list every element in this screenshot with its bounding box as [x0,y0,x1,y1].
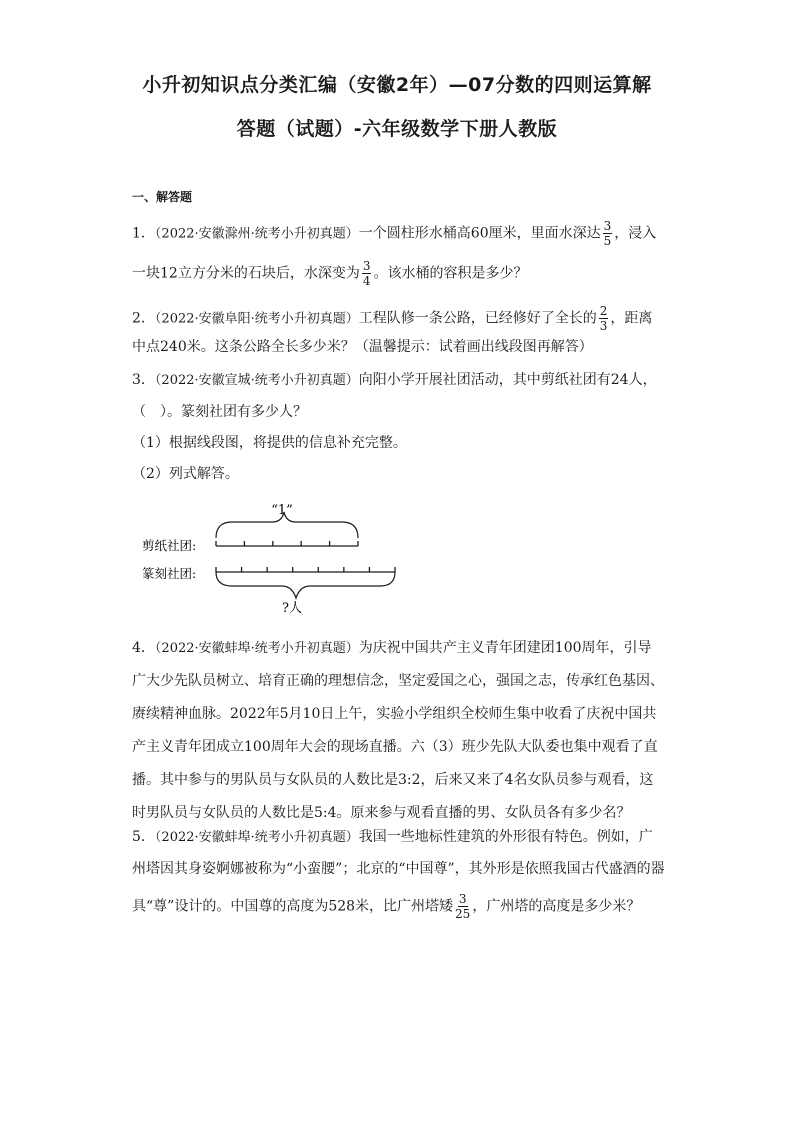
question-5-source: （2022·安徽蚌埠·统考小升初真题） [154,830,359,845]
question-3-source: （2022·安徽宣城·统考小升初真题） [154,373,359,388]
fraction-three-fifths: $\frac{3}{5}$ [603,219,612,248]
question-4-source: （2022·安徽蚌埠·统考小升初真题） [154,641,359,656]
question-4-number: 4． [132,640,155,656]
question-1-number: 1． [132,225,155,242]
question-3-number: 3． [132,372,155,388]
fraction-three-twentyfifths: $\frac{3}{25}$ [455,892,471,921]
document-title-line-1: 小升初知识点分类汇编（安徽2年）—07分数的四则运算解 [142,74,652,96]
question-2-line-2: 中点240米。这条公路全长多少米？（温馨提示：试着画出线段图再解答） [132,339,593,355]
question-4-line-3: 赓续精神血脉。2022年5月10日上午，实验小学组织全校师生集中收看了庆祝中国共 [132,706,657,722]
whole-unit-label: “1” [271,503,293,518]
unknown-count-label: ?人 [282,601,302,616]
question-5-line-1: 5．（2022·安徽蚌埠·统考小升初真题）我国一些地标性建筑的外形很有特色。例如，广 [132,829,653,845]
question-5-line-2: 州塔因其身姿婀娜被称为“小蛮腰”；北京的“中国尊”，其外形是依照我国古代盛酒的器 [132,861,665,877]
question-3-sub-1: （1）根据线段图，将提供的信息补充完整。 [132,435,407,451]
question-2-number: 2． [132,310,155,327]
question-4-line-2: 广大少先队员树立、培育正确的理想信念，坚定爱国之心，强国之志，传承红色基因、 [132,673,664,689]
question-5-number: 5． [132,829,155,845]
question-3-line-2: （ ）。篆刻社团有多少人？ [132,404,307,420]
question-1-line-1: 1．（2022·安徽滁州·统考小升初真题）一个圆柱形水桶高60厘米，里面水深达 $\frac{3}{5}$ ，浸入 [132,219,657,248]
line-segment-diagram [132,492,422,620]
question-4-line-5: 播。其中参与的男队员与女队员的人数比是3:2，后来又来了4名女队员参与观看，这 [132,772,654,788]
section-heading: 一、解答题 [132,190,193,204]
row-2-label: 篆刻社团: [142,566,197,581]
question-4-line-1: 4．（2022·安徽蚌埠·统考小升初真题）为庆祝中国共产主义青年团建团100周年，引导 [132,640,652,656]
question-1-source: （2022·安徽滁州·统考小升初真题） [154,226,359,242]
fraction-three-quarters: $\frac{3}{4}$ [362,259,371,288]
question-3-sub-2: （2）列式解答。 [132,466,239,482]
row-1-ticks [216,541,358,546]
question-4-line-6: 时男队员与女队员的人数比是5:4。原来参与观看直播的男、女队员各有多少名？ [132,805,631,821]
question-1-text: 一个圆柱形水桶高60厘米，里面水深达 [358,225,601,242]
question-3-line-1: 3．（2022·安徽宣城·统考小升初真题）向阳小学开展社团活动，其中剪纸社团有24人， [132,372,657,388]
fraction-two-thirds: $\frac{2}{3}$ [599,304,608,333]
question-5-line-3: 具“尊”设计的。中国尊的高度为528米，比广州塔矮 $\frac{3}{25}$ ，广州塔的高度是多少米？ [132,892,641,921]
question-1-line-2: 一块12立方分米的石块后，水深变为 $\frac{3}{4}$ 。该水桶的容积是多少？ [132,259,528,288]
row-2-ticks [216,567,395,572]
row-1-label: 剪纸社团: [142,538,197,553]
document-title-line-2: 答题（试题）-六年级数学下册人教版 [236,118,558,140]
question-2-line-1: 2．（2022·安徽阜阳·统考小升初真题）工程队修一条公路，已经修好了全长的 $\frac{2}{3}$ ，距离 [132,304,653,333]
question-4-line-4: 产主义青年团成立100周年大会的现场直播。六（3）班少先队大队委也集中观看了直 [132,739,658,755]
bottom-brace [216,572,395,598]
question-2-source: （2022·安徽阜阳·统考小升初真题） [154,311,359,327]
